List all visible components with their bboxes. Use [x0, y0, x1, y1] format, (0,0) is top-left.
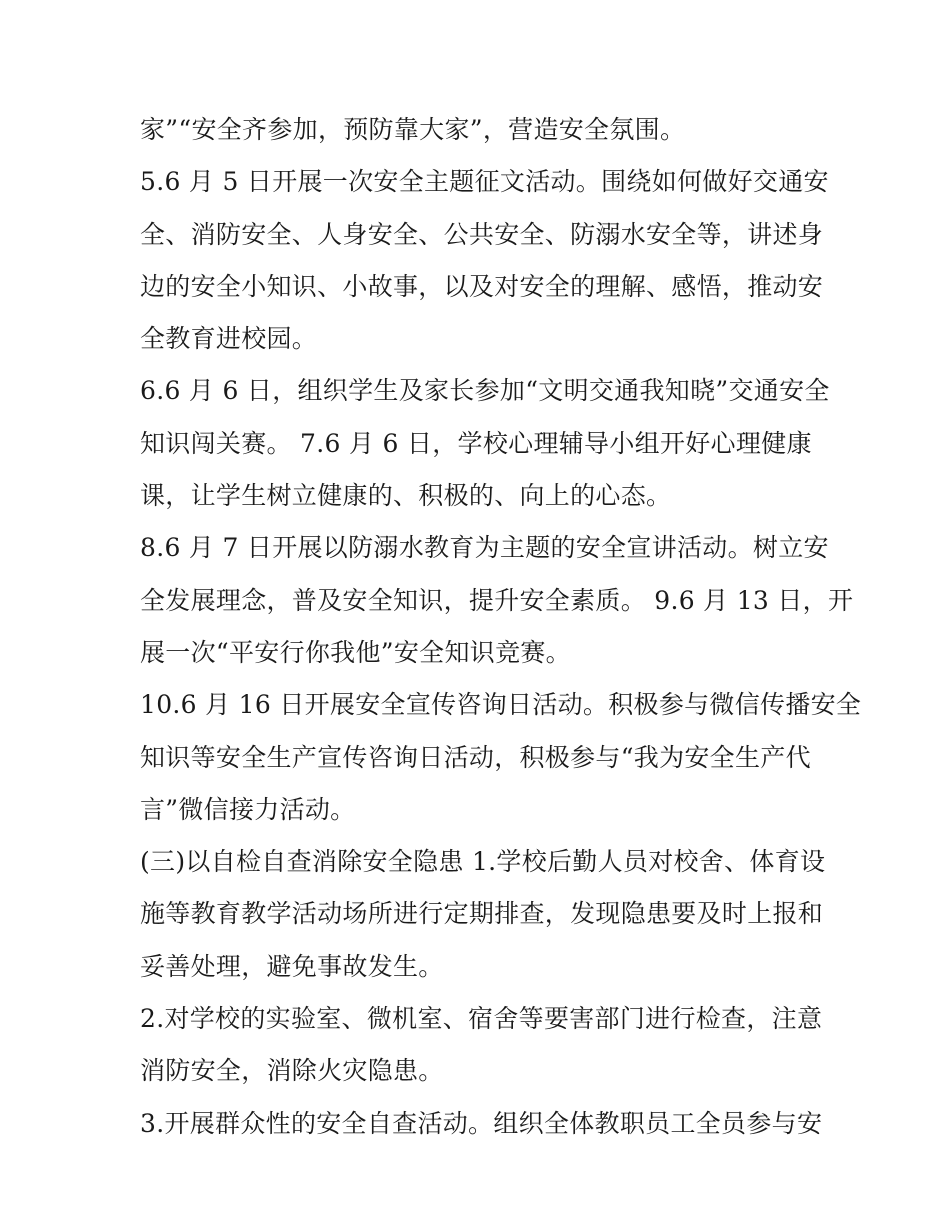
- text-line: 知识等安全生产宣传咨询日活动，积极参与“我为安全生产代: [140, 742, 811, 772]
- text-line: 言”微信接力活动。: [140, 794, 356, 824]
- text-line: 6.6 月 6 日，组织学生及家长参加“文明交通我知晓”交通安全: [140, 376, 830, 406]
- text-line: 知识闯关赛。 7.6 月 6 日，学校心理辅导小组开好心理健康: [140, 428, 812, 458]
- text-line: 家”“安全齐参加，预防靠大家”，营造安全氛围。: [140, 115, 686, 144]
- text-line: 妥善处理，避免事故发生。: [140, 951, 444, 981]
- document-body: [140, 104, 862, 1150]
- text-line: 3.开展群众性的安全自查活动。组织全体教职员工全员参与安: [140, 1108, 823, 1138]
- text-line: 展一次“平安行你我他”安全知识竞赛。: [140, 637, 571, 667]
- text-line: (三)以自检自查消除安全隐患 1.学校后勤人员对校舍、体育设: [140, 847, 826, 877]
- text-line: 边的安全小知识、小故事，以及对安全的理解、感悟，推动安: [140, 271, 824, 301]
- text-line: 2.对学校的实验室、微机室、宿舍等要害部门进行检查，注意: [140, 1004, 823, 1034]
- text-line: 10.6 月 16 日开展安全宣传咨询日活动。积极参与微信传播安全: [140, 690, 862, 720]
- text-line: 课，让学生树立健康的、积极的、向上的心态。: [140, 481, 672, 511]
- text-line: 全发展理念，普及安全知识，提升安全素质。 9.6 月 13 日，开: [140, 585, 854, 615]
- text-line: 8.6 月 7 日开展以防溺水教育为主题的安全宣讲活动。树立安: [140, 533, 829, 563]
- text-line: 消防安全，消除火灾隐患。: [140, 1056, 444, 1086]
- text-line: 全、消防安全、人身安全、公共安全、防溺水安全等，讲述身: [140, 219, 824, 249]
- text-line: 5.6 月 5 日开展一次安全主题征文活动。围绕如何做好交通安: [140, 167, 829, 197]
- text-line: 施等教育教学活动场所进行定期排查，发现隐患要及时上报和: [140, 899, 824, 929]
- text-line: 全教育进校园。: [140, 324, 318, 354]
